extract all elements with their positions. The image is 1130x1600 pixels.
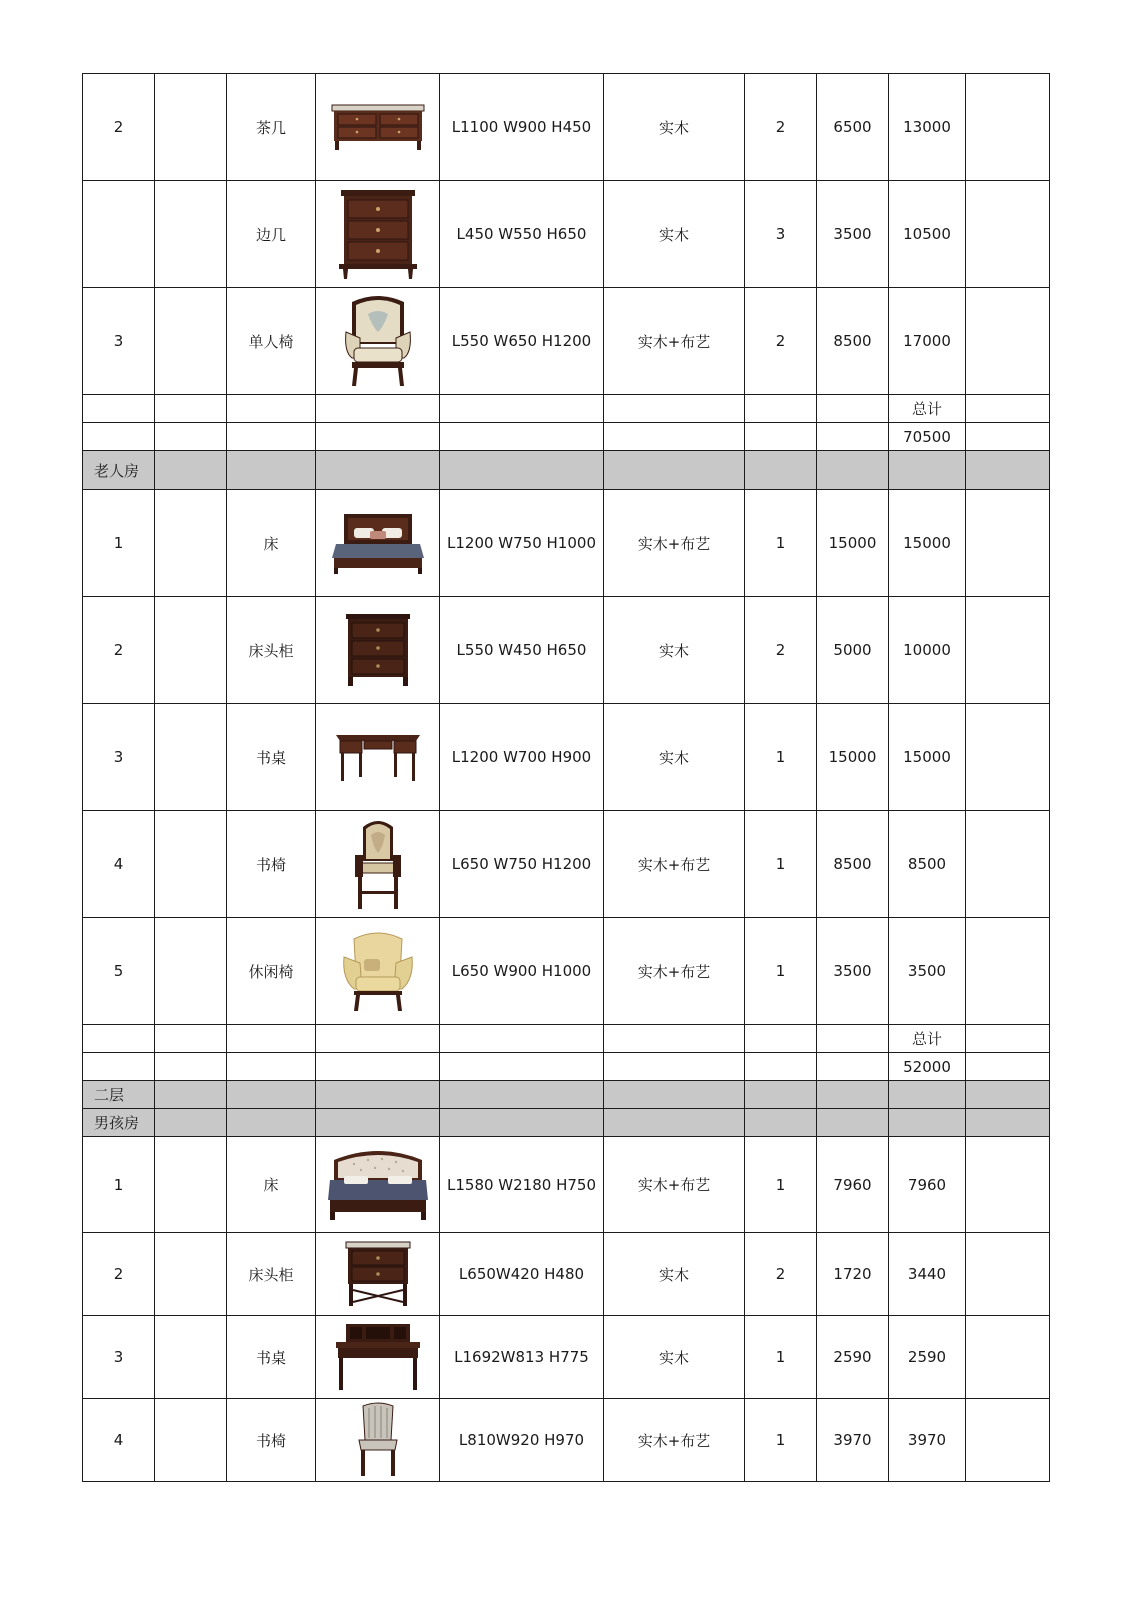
table-row <box>83 1137 1050 1233</box>
item-qty: 2 <box>745 597 817 704</box>
item-qty: 3 <box>745 181 817 288</box>
item-size: L1692W813 H775 <box>440 1316 604 1399</box>
item-name: 书桌 <box>227 1316 316 1399</box>
item-qty: 1 <box>745 811 817 918</box>
table-row <box>83 918 1050 1025</box>
item-size: L650W420 H480 <box>440 1233 604 1316</box>
item-size: L650 W750 H1200 <box>440 811 604 918</box>
item-material: 实木 <box>604 704 745 811</box>
item-material: 实木+布艺 <box>604 1399 745 1482</box>
item-size: L1200 W750 H1000 <box>440 490 604 597</box>
item-price: 5000 <box>817 597 889 704</box>
lounge-chair-icon <box>316 918 440 1025</box>
subtotal-label: 总计 <box>889 395 966 423</box>
row-number: 4 <box>83 1399 155 1482</box>
item-name: 边几 <box>227 181 316 288</box>
armchair-icon <box>316 288 440 395</box>
item-price: 15000 <box>817 490 889 597</box>
item-price: 3500 <box>817 181 889 288</box>
item-material: 实木 <box>604 1233 745 1316</box>
table-row <box>83 181 1050 288</box>
item-size: L650 W900 H1000 <box>440 918 604 1025</box>
item-name: 书椅 <box>227 1399 316 1482</box>
dining-chair-icon <box>316 1399 440 1482</box>
subtotal-label-row <box>83 395 1050 423</box>
item-name: 书椅 <box>227 811 316 918</box>
subtotal-label: 总计 <box>889 1025 966 1053</box>
table-row <box>83 288 1050 395</box>
item-name: 单人椅 <box>227 288 316 395</box>
section-title: 老人房 <box>83 451 155 490</box>
subtotal-value-row <box>83 1053 1050 1081</box>
section-header-elder-room <box>83 451 1050 490</box>
item-name: 茶几 <box>227 74 316 181</box>
table-row <box>83 597 1050 704</box>
item-qty: 1 <box>745 704 817 811</box>
desk-icon <box>316 704 440 811</box>
writing-desk-icon <box>316 1316 440 1399</box>
item-price: 3500 <box>817 918 889 1025</box>
item-price: 15000 <box>817 704 889 811</box>
item-price: 8500 <box>817 288 889 395</box>
row-number: 2 <box>83 597 155 704</box>
upholstered-bed-icon <box>316 1137 440 1233</box>
item-qty: 1 <box>745 1399 817 1482</box>
item-material: 实木+布艺 <box>604 811 745 918</box>
section-title: 二层 <box>83 1081 155 1109</box>
item-total: 3970 <box>889 1399 966 1482</box>
nightstand-icon <box>316 597 440 704</box>
item-material: 实木+布艺 <box>604 288 745 395</box>
item-size: L550 W450 H650 <box>440 597 604 704</box>
table-row <box>83 490 1050 597</box>
item-material: 实木+布艺 <box>604 918 745 1025</box>
table-row <box>83 1233 1050 1316</box>
item-name: 床头柜 <box>227 1233 316 1316</box>
subtotal-value-row <box>83 423 1050 451</box>
coffee-table-icon <box>316 74 440 181</box>
item-size: L1200 W700 H900 <box>440 704 604 811</box>
row-number: 2 <box>83 1233 155 1316</box>
item-size: L450 W550 H650 <box>440 181 604 288</box>
subtotal-label-row <box>83 1025 1050 1053</box>
item-material: 实木 <box>604 74 745 181</box>
item-price: 6500 <box>817 74 889 181</box>
item-price: 1720 <box>817 1233 889 1316</box>
desk-chair-icon <box>316 811 440 918</box>
item-qty: 2 <box>745 288 817 395</box>
item-total: 10000 <box>889 597 966 704</box>
row-number: 3 <box>83 288 155 395</box>
row-number <box>83 181 155 288</box>
table-row <box>83 74 1050 181</box>
item-qty: 1 <box>745 1137 817 1233</box>
item-material: 实木 <box>604 181 745 288</box>
item-name: 休闲椅 <box>227 918 316 1025</box>
item-size: L810W920 H970 <box>440 1399 604 1482</box>
item-material: 实木 <box>604 1316 745 1399</box>
item-qty: 1 <box>745 490 817 597</box>
item-material: 实木+布艺 <box>604 1137 745 1233</box>
furniture-quote-table <box>82 73 1050 1482</box>
row-number: 1 <box>83 490 155 597</box>
row-number: 2 <box>83 74 155 181</box>
nightstand-icon <box>316 1233 440 1316</box>
row-number: 5 <box>83 918 155 1025</box>
row-number: 3 <box>83 1316 155 1399</box>
side-table-icon <box>316 181 440 288</box>
subtotal-value: 52000 <box>889 1053 966 1081</box>
item-name: 书桌 <box>227 704 316 811</box>
item-name: 床头柜 <box>227 597 316 704</box>
item-total: 10500 <box>889 181 966 288</box>
item-total: 17000 <box>889 288 966 395</box>
section-header-floor2 <box>83 1081 1050 1109</box>
bed-icon <box>316 490 440 597</box>
item-material: 实木 <box>604 597 745 704</box>
subtotal-value: 70500 <box>889 423 966 451</box>
item-qty: 1 <box>745 918 817 1025</box>
item-total: 3500 <box>889 918 966 1025</box>
row-number: 4 <box>83 811 155 918</box>
row-number: 1 <box>83 1137 155 1233</box>
item-total: 13000 <box>889 74 966 181</box>
item-price: 8500 <box>817 811 889 918</box>
item-name: 床 <box>227 490 316 597</box>
item-total: 8500 <box>889 811 966 918</box>
item-total: 7960 <box>889 1137 966 1233</box>
item-qty: 1 <box>745 1316 817 1399</box>
item-qty: 2 <box>745 1233 817 1316</box>
item-total: 15000 <box>889 490 966 597</box>
table-row <box>83 1316 1050 1399</box>
table-row <box>83 1399 1050 1482</box>
item-name: 床 <box>227 1137 316 1233</box>
item-total: 3440 <box>889 1233 966 1316</box>
item-total: 2590 <box>889 1316 966 1399</box>
item-size: L1100 W900 H450 <box>440 74 604 181</box>
item-price: 3970 <box>817 1399 889 1482</box>
row-number: 3 <box>83 704 155 811</box>
item-size: L1580 W2180 H750 <box>440 1137 604 1233</box>
section-header-boy-room <box>83 1109 1050 1137</box>
item-total: 15000 <box>889 704 966 811</box>
item-qty: 2 <box>745 74 817 181</box>
section-title: 男孩房 <box>83 1109 155 1137</box>
table-row <box>83 811 1050 918</box>
table-row <box>83 704 1050 811</box>
item-price: 2590 <box>817 1316 889 1399</box>
item-material: 实木+布艺 <box>604 490 745 597</box>
item-price: 7960 <box>817 1137 889 1233</box>
item-size: L550 W650 H1200 <box>440 288 604 395</box>
